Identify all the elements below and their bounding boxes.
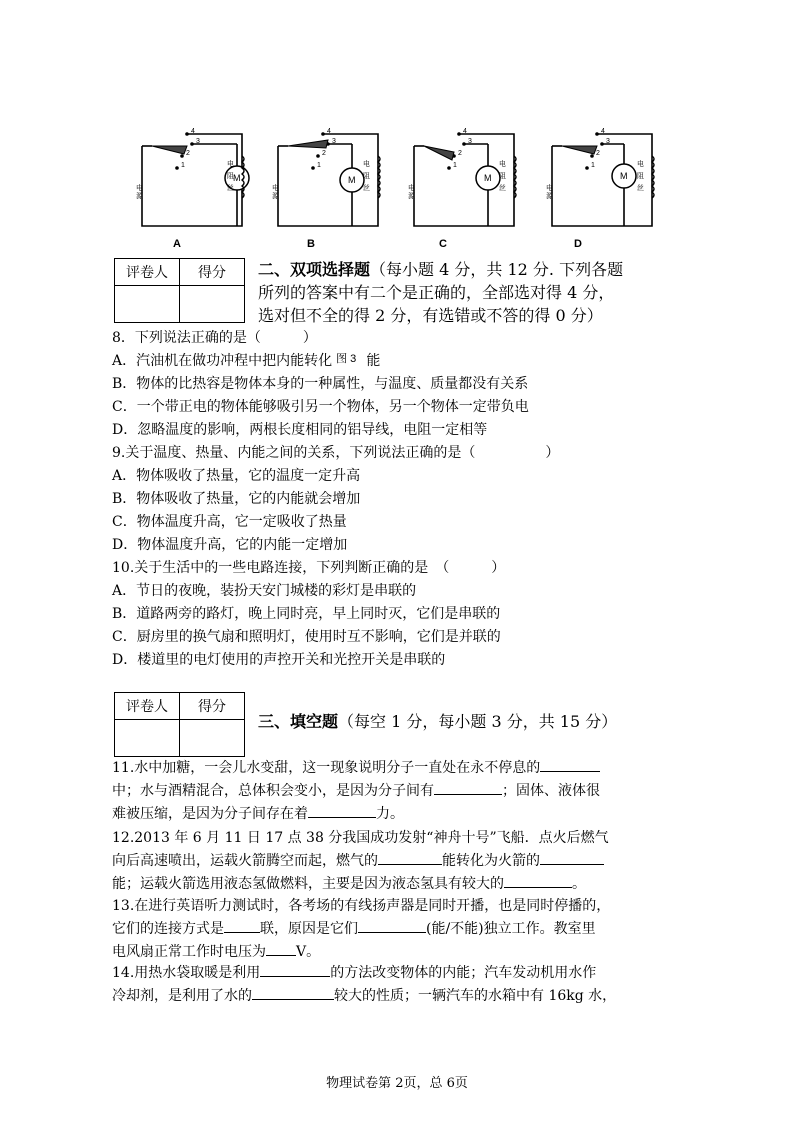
q8-option-c: C．一个带正电的物体能够吸引另一个物体，另一个物体一定带负电 [112, 399, 529, 415]
motor-label: M [233, 173, 241, 183]
q12-text-2: 向后高速喷出，运载火箭腾空而起，燃气的 [112, 853, 378, 869]
contact-point [175, 166, 179, 170]
q13-blank-1[interactable] [224, 918, 260, 933]
heater-label: 电 [227, 161, 234, 168]
q8-option-a [112, 350, 380, 373]
score-header: 得分 [180, 259, 245, 286]
q11-blank-1[interactable] [540, 757, 600, 772]
section2-heading [258, 258, 668, 327]
grader-table-section3 [114, 692, 245, 757]
q13-blank-2[interactable] [358, 918, 426, 933]
contact-number-label: 2 [322, 150, 326, 157]
score-header: 得分 [180, 693, 245, 720]
q12 [112, 827, 664, 896]
q13-text-6: V。 [296, 944, 321, 960]
contact-number-label: 4 [463, 128, 467, 135]
q11-text-3: ；固体、液体很 [502, 783, 600, 799]
q12-blank-2[interactable] [540, 850, 604, 865]
power-label: 源 [136, 193, 143, 200]
heater-label: 阻 [637, 173, 644, 180]
power-label: 源 [546, 193, 553, 200]
heater-label: 电 [637, 161, 644, 168]
section3-title: 三、填空题 [258, 712, 339, 731]
contact-point [447, 166, 451, 170]
contact-point [311, 166, 315, 170]
motor-label: M [348, 175, 356, 185]
section2-title: 二、双项选择题 [258, 260, 371, 279]
heater-label: 丝 [499, 185, 506, 192]
motor-label: M [484, 173, 492, 183]
heater-label: 阻 [363, 173, 370, 180]
q11-blank-3[interactable] [308, 803, 376, 818]
motor-label: M [620, 171, 628, 181]
power-label: 源 [408, 193, 415, 200]
section3-intro: （每空 1 分，每小题 3 分，共 15 分） [338, 712, 618, 731]
q11-text-2: 中；水与酒精混合，总体积会变小，是因为分子间有 [112, 783, 434, 799]
contact-number-label: 1 [181, 162, 185, 169]
heater-label: 丝 [363, 185, 370, 192]
q11 [112, 757, 664, 826]
contact-point [185, 132, 189, 136]
contact-number-label: 1 [453, 162, 457, 169]
contact-number-label: 3 [196, 138, 200, 145]
q14-text-3: 冷却剂，是利用了水的 [112, 988, 252, 1004]
contact-number-label: 4 [191, 128, 195, 135]
q14-blank-1[interactable] [260, 962, 330, 977]
power-label: 电 [136, 185, 143, 192]
contact-number-label: 1 [591, 162, 595, 169]
figure-label-a: A [173, 238, 181, 250]
contact-point [590, 154, 594, 158]
contact-number-label: 3 [468, 138, 472, 145]
q13-text-1: 13.在进行英语听力测试时，各考场的有线扬声器是同时开播，也是同时停播的， [112, 898, 611, 914]
figure-label-b: B [307, 238, 315, 250]
q11-text-4: 难被压缩，是因为分子间存在着 [112, 806, 308, 822]
q10-stem: 10.关于生活中的一些电路连接，下列判断正确的是 （ ） [112, 560, 506, 576]
reviewer-header: 评卷人 [115, 259, 180, 286]
q12-text-1: 12.2013 年 6 月 11 日 17 点 38 分我国成功发射“神舟十号”飞船．点火后燃气 [112, 830, 609, 846]
section3-heading [258, 710, 617, 733]
q13-text-2: 它们的连接方式是 [112, 921, 224, 937]
contact-number-label: 3 [332, 138, 336, 145]
heater-label: 丝 [637, 185, 644, 192]
q8-option-a-post: 能 [366, 353, 381, 369]
contact-number-label: 2 [596, 150, 600, 157]
q14-blank-2[interactable] [252, 985, 334, 1000]
q11-text-5: 力。 [376, 806, 404, 822]
power-label: 电 [272, 185, 279, 192]
figure-3-label: 图 3 [336, 353, 357, 365]
q13-text-3: 联，原因是它们 [260, 921, 358, 937]
contact-point [595, 132, 599, 136]
q14-text-4: 较大的性质；一辆汽车的水箱中有 16kg 水， [334, 988, 617, 1004]
page-footer: 物理试卷第 2页，总 6页 [326, 1076, 468, 1091]
circuit-diagram-c [408, 128, 516, 226]
reviewer-cell[interactable] [115, 720, 180, 757]
contact-number-label: 4 [327, 128, 331, 135]
contact-number-label: 2 [458, 150, 462, 157]
reviewer-header: 评卷人 [115, 693, 180, 720]
heater-label: 阻 [227, 173, 234, 180]
contact-point [316, 154, 320, 158]
q13-text-5: 电风扇正常工作时电压为 [112, 944, 266, 960]
contact-point [321, 132, 325, 136]
power-label: 电 [546, 185, 553, 192]
score-cell[interactable] [180, 720, 245, 757]
q10-option-c: C．厨房里的换气扇和照明灯，使用时互不影响，它们是并联的 [112, 629, 501, 645]
contact-number-label: 4 [601, 128, 605, 135]
q10-option-d: D．楼道里的电灯使用的声控开关和光控开关是串联的 [112, 652, 446, 668]
wire [142, 146, 227, 226]
q10-option-b: B．道路两旁的路灯，晚上同时亮，早上同时灭，它们是串联的 [112, 606, 501, 622]
circuit-diagram-b [272, 128, 380, 226]
q8-option-a-pre: A．汽油机在做功冲程中把内能转化 [112, 353, 333, 369]
heater-label: 电 [499, 161, 506, 168]
q8-option-b: B．物体的比热容是物体本身的一种属性，与温度、质量都没有关系 [112, 376, 529, 392]
q12-blank-3[interactable] [504, 873, 572, 888]
q13-text-4: (能/不能)独立工作。教室里 [426, 921, 596, 937]
figure-label-c: C [439, 238, 447, 250]
q8-option-d: D．忽略温度的影响，两根长度相同的铝导线，电阻一定相等 [112, 422, 488, 438]
contact-number-label: 3 [606, 138, 610, 145]
section2-intro-3: 选对但不全的得 2 分，有选错或不答的得 0 分） [258, 306, 603, 325]
q9-option-b: B．物体吸收了热量，它的内能就会增加 [112, 491, 361, 507]
heater-label: 阻 [499, 173, 506, 180]
switch-icon [424, 146, 454, 160]
q12-text-4: 能；运载火箭选用液态氢做燃料，主要是因为液态氢具有较大的 [112, 876, 504, 892]
contact-point [180, 154, 184, 158]
grader-table-section2 [114, 258, 245, 323]
circuit-figures [132, 116, 672, 256]
contact-number-label: 1 [317, 162, 321, 169]
switch-icon [288, 140, 328, 148]
switch-icon [562, 146, 597, 154]
q14-text-2: 的方法改变物体的内能；汽车发动机用水作 [330, 965, 597, 981]
section2-intro-2: 所列的答案中有二个是正确的，全部选对得 4 分， [258, 283, 615, 302]
power-label: 源 [272, 193, 279, 200]
q13 [112, 895, 664, 964]
q9-option-d: D．物体温度升高，它的内能一定增加 [112, 537, 348, 553]
reviewer-cell[interactable] [115, 286, 180, 323]
q11-blank-2[interactable] [434, 780, 502, 795]
q14 [112, 962, 664, 1008]
switch-icon [152, 146, 187, 154]
power-label: 电 [408, 185, 415, 192]
circuit-diagram-d [546, 128, 654, 226]
q12-blank-1[interactable] [378, 850, 442, 865]
q12-text-5: 。 [572, 876, 586, 892]
heater-label: 丝 [227, 185, 234, 192]
q9-stem: 9.关于温度、热量、内能之间的关系，下列说法正确的是（ ） [112, 445, 560, 461]
figure-label-d: D [574, 238, 582, 250]
contact-point [585, 166, 589, 170]
heater-label: 电 [363, 161, 370, 168]
contact-point [457, 132, 461, 136]
q11-text-1: 11.水中加糖，一会儿水变甜，这一现象说明分子一直处在永不停息的 [112, 760, 541, 776]
q9-option-a: A．物体吸收了热量，它的温度一定升高 [112, 468, 361, 484]
q9-option-c: C．物体温度升高，它一定吸收了热量 [112, 514, 347, 530]
q13-blank-3[interactable] [266, 941, 296, 956]
score-cell[interactable] [180, 286, 245, 323]
contact-number-label: 2 [186, 150, 190, 157]
q10-option-a: A．节日的夜晚，装扮天安门城楼的彩灯是串联的 [112, 583, 417, 599]
q14-text-1: 14.用热水袋取暖是利用 [112, 965, 261, 981]
circuit-diagram-a [136, 128, 249, 226]
q12-text-3: 能转化为火箭的 [442, 853, 540, 869]
q8-stem: 8．下列说法正确的是（ ） [112, 330, 317, 346]
section2-intro-1: （每小题 4 分，共 12 分. 下列各题 [370, 260, 624, 279]
